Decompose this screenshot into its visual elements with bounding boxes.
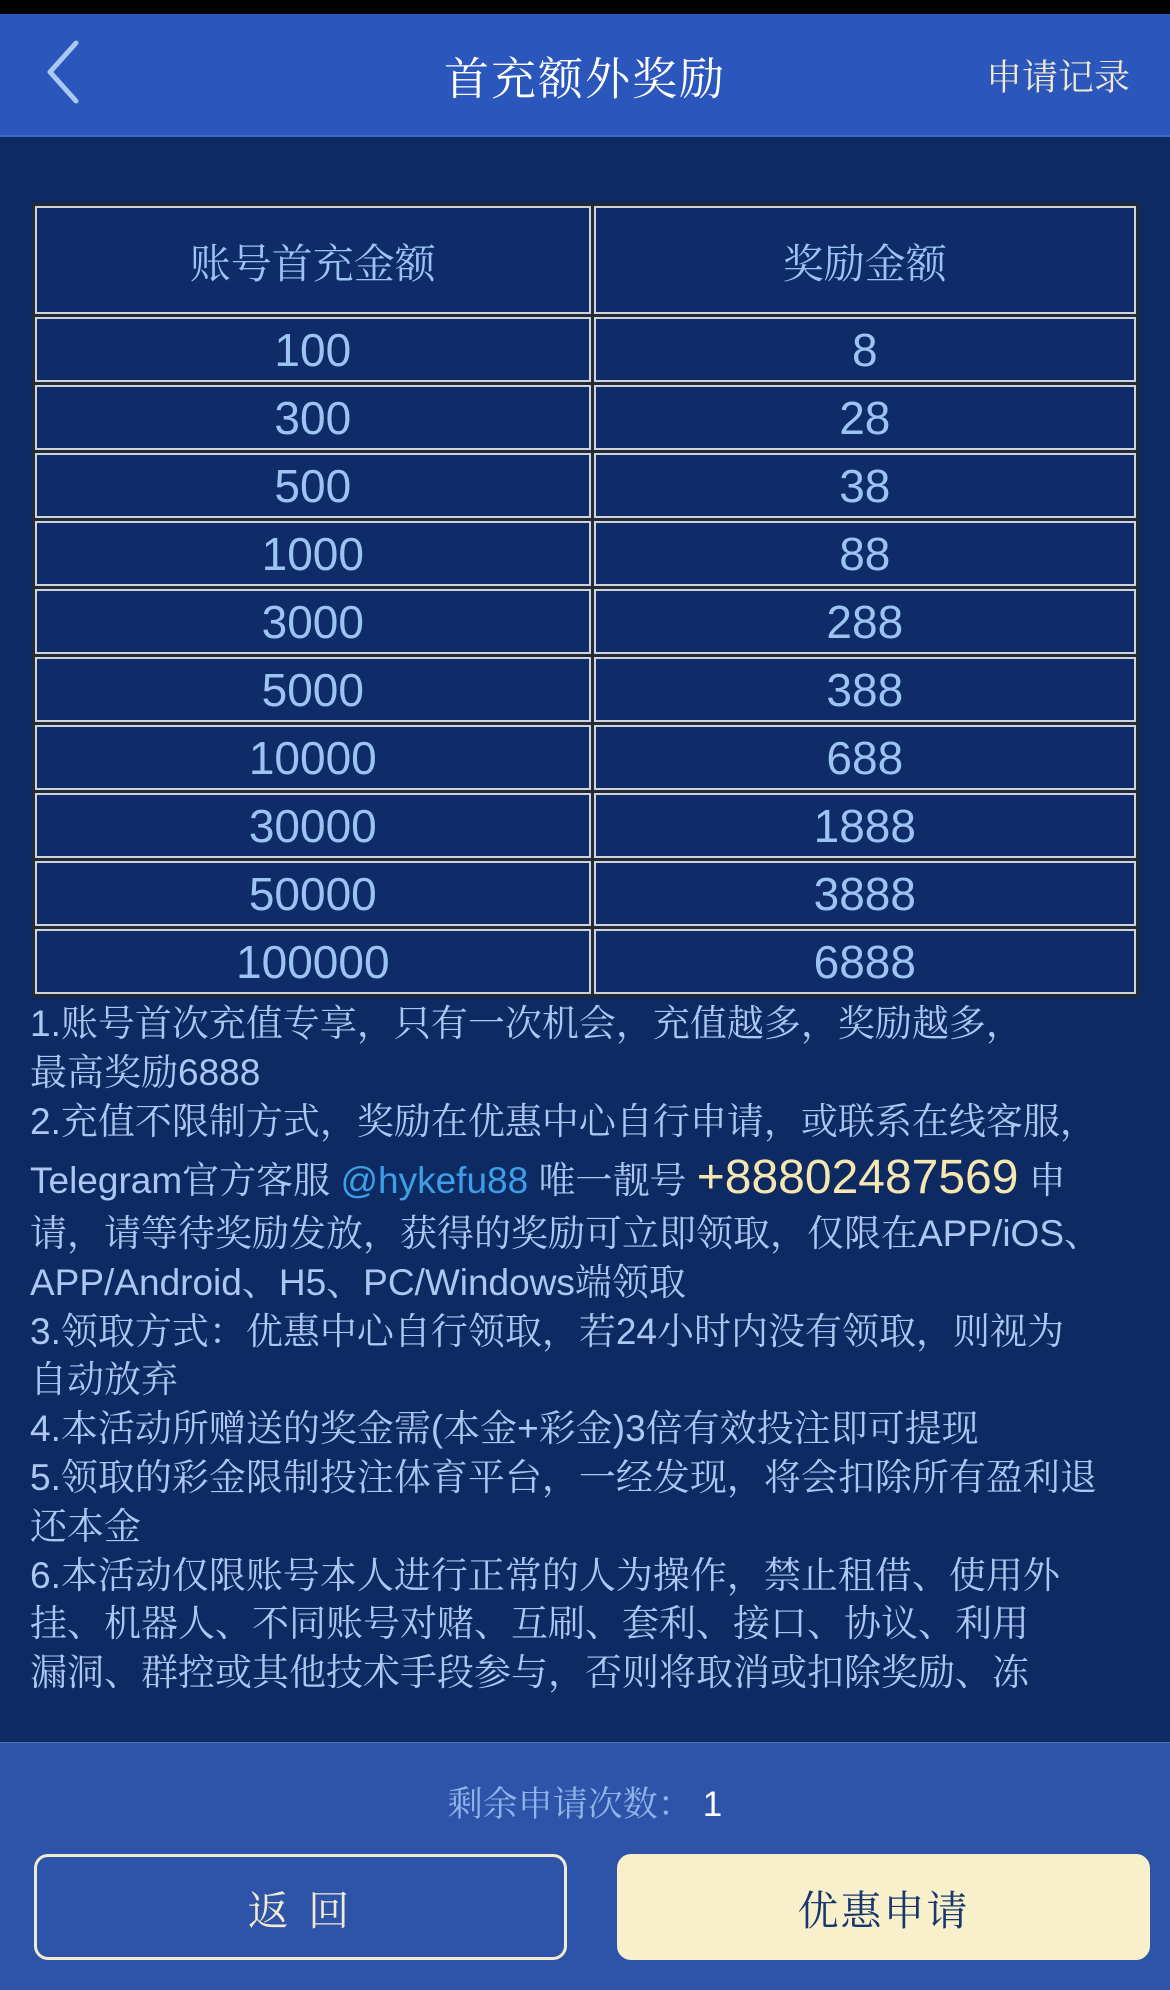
terms-text: APP/Android、H5、PC/Windows端领取: [30, 1261, 686, 1303]
reward-cell: 688: [594, 725, 1136, 790]
reward-cell: 1888: [594, 793, 1136, 858]
terms-text: 6.本活动仅限账号本人进行正常的人为操作，禁止租借、使用外: [30, 1554, 1060, 1596]
application-records-link[interactable]: 申请记录: [985, 56, 1130, 97]
terms-text: 请，请等待奖励发放，获得的奖励可立即领取，仅限在APP/iOS、: [30, 1212, 1101, 1254]
terms-line: [30, 1000, 1148, 1049]
deposit-cell: 10000: [35, 725, 591, 790]
terms-line: [30, 1098, 1148, 1147]
terms-text: 自动放弃: [30, 1359, 178, 1401]
deposit-cell: 300: [35, 385, 591, 450]
table-row: [35, 793, 1136, 858]
terms-line: [30, 1049, 1148, 1098]
table-row: [35, 317, 1136, 382]
terms-line: [30, 1308, 1148, 1357]
deposit-cell: 30000: [35, 793, 591, 858]
telegram-handle-link[interactable]: @hykefu88: [340, 1160, 529, 1202]
terms-text: 挂、机器人、不同账号对赌、互刷、套利、接口、协议、利用: [30, 1603, 1029, 1645]
terms-text: 还本金: [30, 1505, 141, 1547]
remaining-applications: [0, 1777, 1170, 1827]
reward-column-header: 奖励金额: [594, 206, 1136, 314]
terms-line: [30, 1649, 1148, 1698]
bonus-table: [32, 203, 1139, 997]
table-row: [35, 521, 1136, 586]
terms-text-block: [0, 997, 1170, 1698]
header-bar: [0, 14, 1170, 137]
back-button[interactable]: [38, 38, 88, 112]
terms-line: [30, 1454, 1148, 1503]
reward-cell: 3888: [594, 861, 1136, 926]
remaining-count: 1: [702, 1785, 723, 1824]
terms-text: 漏洞、群控或其他技术手段参与，否则将取消或扣除奖励、冻: [30, 1652, 1029, 1694]
table-row: [35, 589, 1136, 654]
remaining-label: 剩余申请次数：: [447, 1785, 693, 1824]
return-button[interactable]: 返 回: [34, 1854, 567, 1960]
terms-text: 5.领取的彩金限制投注体育平台，一经发现，将会扣除所有盈利退: [30, 1456, 1097, 1498]
terms-text: 申: [1018, 1160, 1066, 1202]
chevron-left-icon: [44, 38, 82, 111]
deposit-cell: 50000: [35, 861, 591, 926]
reward-cell: 288: [594, 589, 1136, 654]
terms-line: [30, 1600, 1148, 1649]
deposit-cell: 5000: [35, 657, 591, 722]
terms-line: [30, 1356, 1148, 1405]
reward-cell: 6888: [594, 929, 1136, 994]
terms-line: [30, 1405, 1148, 1454]
deposit-cell: 100: [35, 317, 591, 382]
terms-line: [30, 1503, 1148, 1552]
reward-cell: 388: [594, 657, 1136, 722]
reward-cell: 8: [594, 317, 1136, 382]
terms-text: 3.领取方式：优惠中心自行领取，若24小时内没有领取，则视为: [30, 1310, 1065, 1352]
reward-cell: 88: [594, 521, 1136, 586]
phone-number-link[interactable]: +88802487569: [696, 1151, 1019, 1205]
terms-line: [30, 1210, 1148, 1259]
terms-text: 1.账号首次充值专享，只有一次机会，充值越多，奖励越多，: [30, 1003, 1023, 1044]
deposit-cell: 500: [35, 453, 591, 518]
table-row: [35, 929, 1136, 994]
table-header-row: [35, 206, 1136, 314]
table-row: [35, 385, 1136, 450]
status-bar: [0, 0, 1170, 14]
table-row: [35, 725, 1136, 790]
terms-text: 最高奖励6888: [30, 1051, 261, 1093]
reward-cell: 28: [594, 385, 1136, 450]
table-row: [35, 453, 1136, 518]
terms-line: [30, 1259, 1148, 1308]
terms-text: 4.本活动所赠送的奖金需(本金+彩金)3倍有效投注即可提现: [30, 1408, 979, 1450]
scroll-content: [0, 139, 1170, 1990]
terms-line: [30, 1552, 1148, 1601]
table-row: [35, 861, 1136, 926]
footer-bar: [0, 1742, 1170, 1990]
deposit-column-header: 账号首充金额: [35, 206, 591, 314]
terms-text: Telegram官方客服: [30, 1160, 341, 1202]
deposit-cell: 100000: [35, 929, 591, 994]
footer-buttons: [34, 1854, 1150, 1960]
page-title: 首充额外奖励: [443, 53, 727, 104]
deposit-cell: 1000: [35, 521, 591, 586]
promo-apply-button[interactable]: 优惠申请: [617, 1854, 1150, 1960]
table-row: [35, 657, 1136, 722]
reward-cell: 38: [594, 453, 1136, 518]
terms-line: [30, 1146, 1148, 1209]
deposit-cell: 3000: [35, 589, 591, 654]
terms-text: 2.充值不限制方式，奖励在优惠中心自行申请，或联系在线客服，: [30, 1100, 1097, 1142]
terms-text: 唯一靓号: [528, 1160, 697, 1202]
